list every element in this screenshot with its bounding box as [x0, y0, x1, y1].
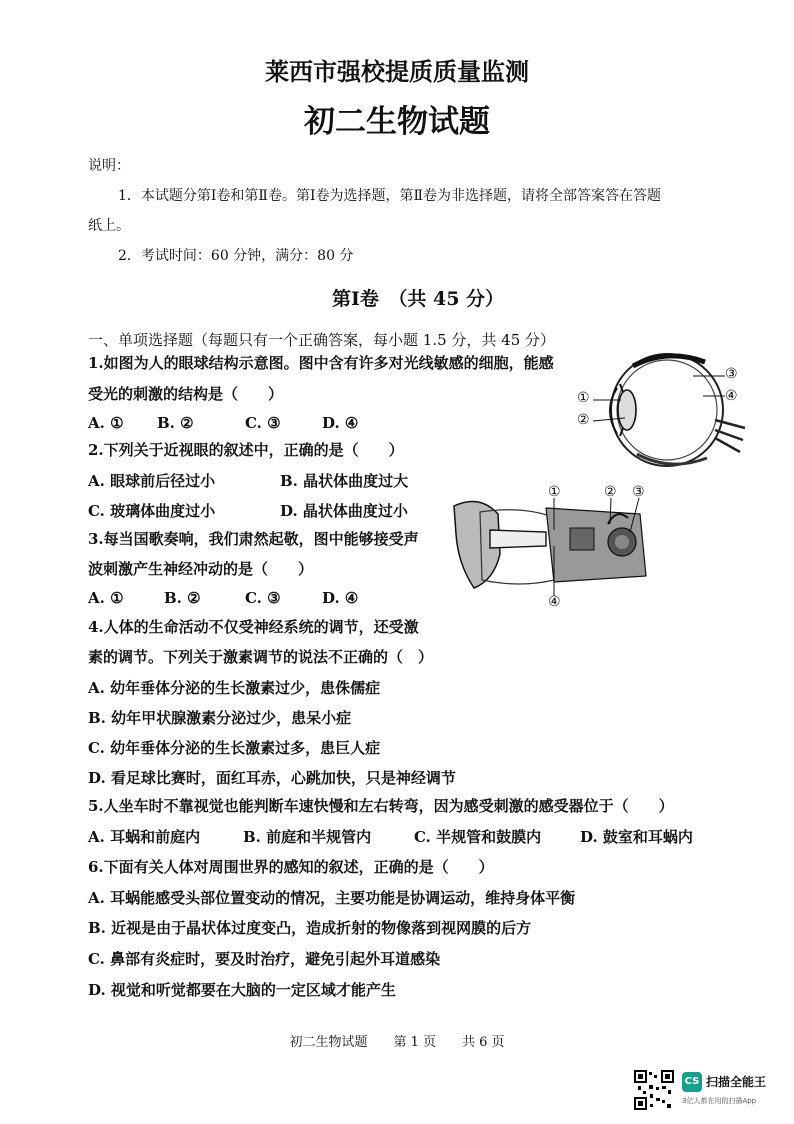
q6-option-c: C. 鼻部有炎症时，要及时治疗，避免引起外耳道感染	[88, 950, 441, 968]
scanner-tagline: 3亿人都在用的扫描App	[682, 1097, 757, 1105]
school-title: 莱西市强校提质质量监测	[265, 57, 529, 86]
notes-line-1b: 纸上。	[88, 218, 130, 234]
q6-option-a: A. 耳蜗能感受头部位置变动的情况，主要功能是协调运动，维持身体平衡	[88, 889, 576, 907]
q4-option-a: A. 幼年垂体分泌的生长激素过少，患侏儒症	[88, 679, 381, 697]
page-footer: 初二生物试题 第 1 页 共 6 页	[289, 1035, 505, 1050]
qr-code-icon	[634, 1070, 674, 1110]
q5-option-c: C. 半规管和鼓膜内	[414, 828, 542, 846]
q1-stem-2: 受光的刺激的结构是（ ）	[88, 385, 284, 403]
ear-diagram	[450, 484, 660, 612]
scanner-name: 扫描全能王	[706, 1075, 767, 1089]
q1-option-d: D. ④	[322, 414, 359, 432]
eye-diagram	[575, 348, 755, 473]
scanner-watermark	[634, 1068, 784, 1112]
q5-option-b: B. 前庭和半规管内	[243, 828, 372, 846]
eye-label-2: ②	[577, 412, 590, 428]
q6-option-d: D. 视觉和听觉都要在大脑的一定区域才能产生	[88, 981, 396, 999]
q3-option-c: C. ③	[245, 589, 281, 607]
notes-label: 说明：	[88, 158, 130, 174]
q4-option-b: B. 幼年甲状腺激素分泌过少，患呆小症	[88, 709, 352, 727]
eye-label-1: ①	[577, 390, 590, 406]
camscanner-logo-icon: CS	[682, 1072, 702, 1092]
q3-stem-1: 3.每当国歌奏响，我们肃然起敬，图中能够接受声	[88, 530, 419, 548]
q1-option-b: B. ②	[157, 414, 194, 432]
ear-label-4: ④	[548, 594, 561, 610]
part1-title: 第Ⅰ卷 （共 45 分）	[332, 288, 505, 310]
q2-option-d: D. 晶状体曲度过小	[280, 502, 408, 520]
notes-line-1a: 1．本试题分第Ⅰ卷和第Ⅱ卷。第Ⅰ卷为选择题，第Ⅱ卷为非选择题，请将全部答案答在答题	[118, 188, 661, 204]
q4-option-d: D. 看足球比赛时，面红耳赤，心跳加快，只是神经调节	[88, 769, 456, 787]
q2-option-a: A. 眼球前后径过小	[88, 472, 216, 490]
q1-option-c: C. ③	[245, 414, 281, 432]
q5-option-a: A. 耳蜗和前庭内	[88, 828, 201, 846]
ear-label-2: ②	[604, 484, 617, 500]
q2-stem: 2.下列关于近视眼的叙述中，正确的是（ ）	[88, 441, 404, 459]
q2-option-c: C. 玻璃体曲度过小	[88, 502, 216, 520]
q6-option-b: B. 近视是由于晶状体过度变凸，造成折射的物像落到视网膜的后方	[88, 919, 532, 937]
q4-stem-1: 4.人体的生命活动不仅受神经系统的调节，还受激	[88, 618, 419, 636]
q5-option-d: D. 鼓室和耳蜗内	[580, 828, 693, 846]
page-title: 初二生物试题	[304, 104, 490, 140]
q4-option-c: C. 幼年垂体分泌的生长激素过多，患巨人症	[88, 739, 381, 757]
ear-label-1: ①	[548, 484, 561, 500]
q3-stem-2: 波刺激产生神经冲动的是（ ）	[88, 560, 314, 578]
q2-option-b: B. 晶状体曲度过大	[280, 472, 409, 490]
q5-stem: 5.人坐车时不靠视觉也能判断车速快慢和左右转弯，因为感受刺激的感受器位于（ ）	[88, 797, 674, 815]
q1-option-a: A. ①	[88, 414, 124, 432]
section-heading: 一、单项选择题（每题只有一个正确答案，每小题 1.5 分，共 45 分）	[88, 331, 556, 349]
q3-option-a: A. ①	[88, 589, 124, 607]
eye-label-3: ③	[725, 366, 738, 382]
q4-stem-2: 素的调节。下列关于激素调节的说法不正确的（ ）	[88, 648, 434, 666]
q3-option-d: D. ④	[322, 589, 359, 607]
q6-stem: 6.下面有关人体对周围世界的感知的叙述，正确的是（ ）	[88, 858, 494, 876]
eye-label-4: ④	[725, 388, 738, 404]
q3-option-b: B. ②	[164, 589, 201, 607]
ear-label-3: ③	[632, 484, 645, 500]
q1-stem-1: 1.如图为人的眼球结构示意图。图中含有许多对光线敏感的细胞，能感	[88, 354, 554, 372]
notes-line-2: 2．考试时间：60 分钟，满分：80 分	[118, 248, 354, 264]
